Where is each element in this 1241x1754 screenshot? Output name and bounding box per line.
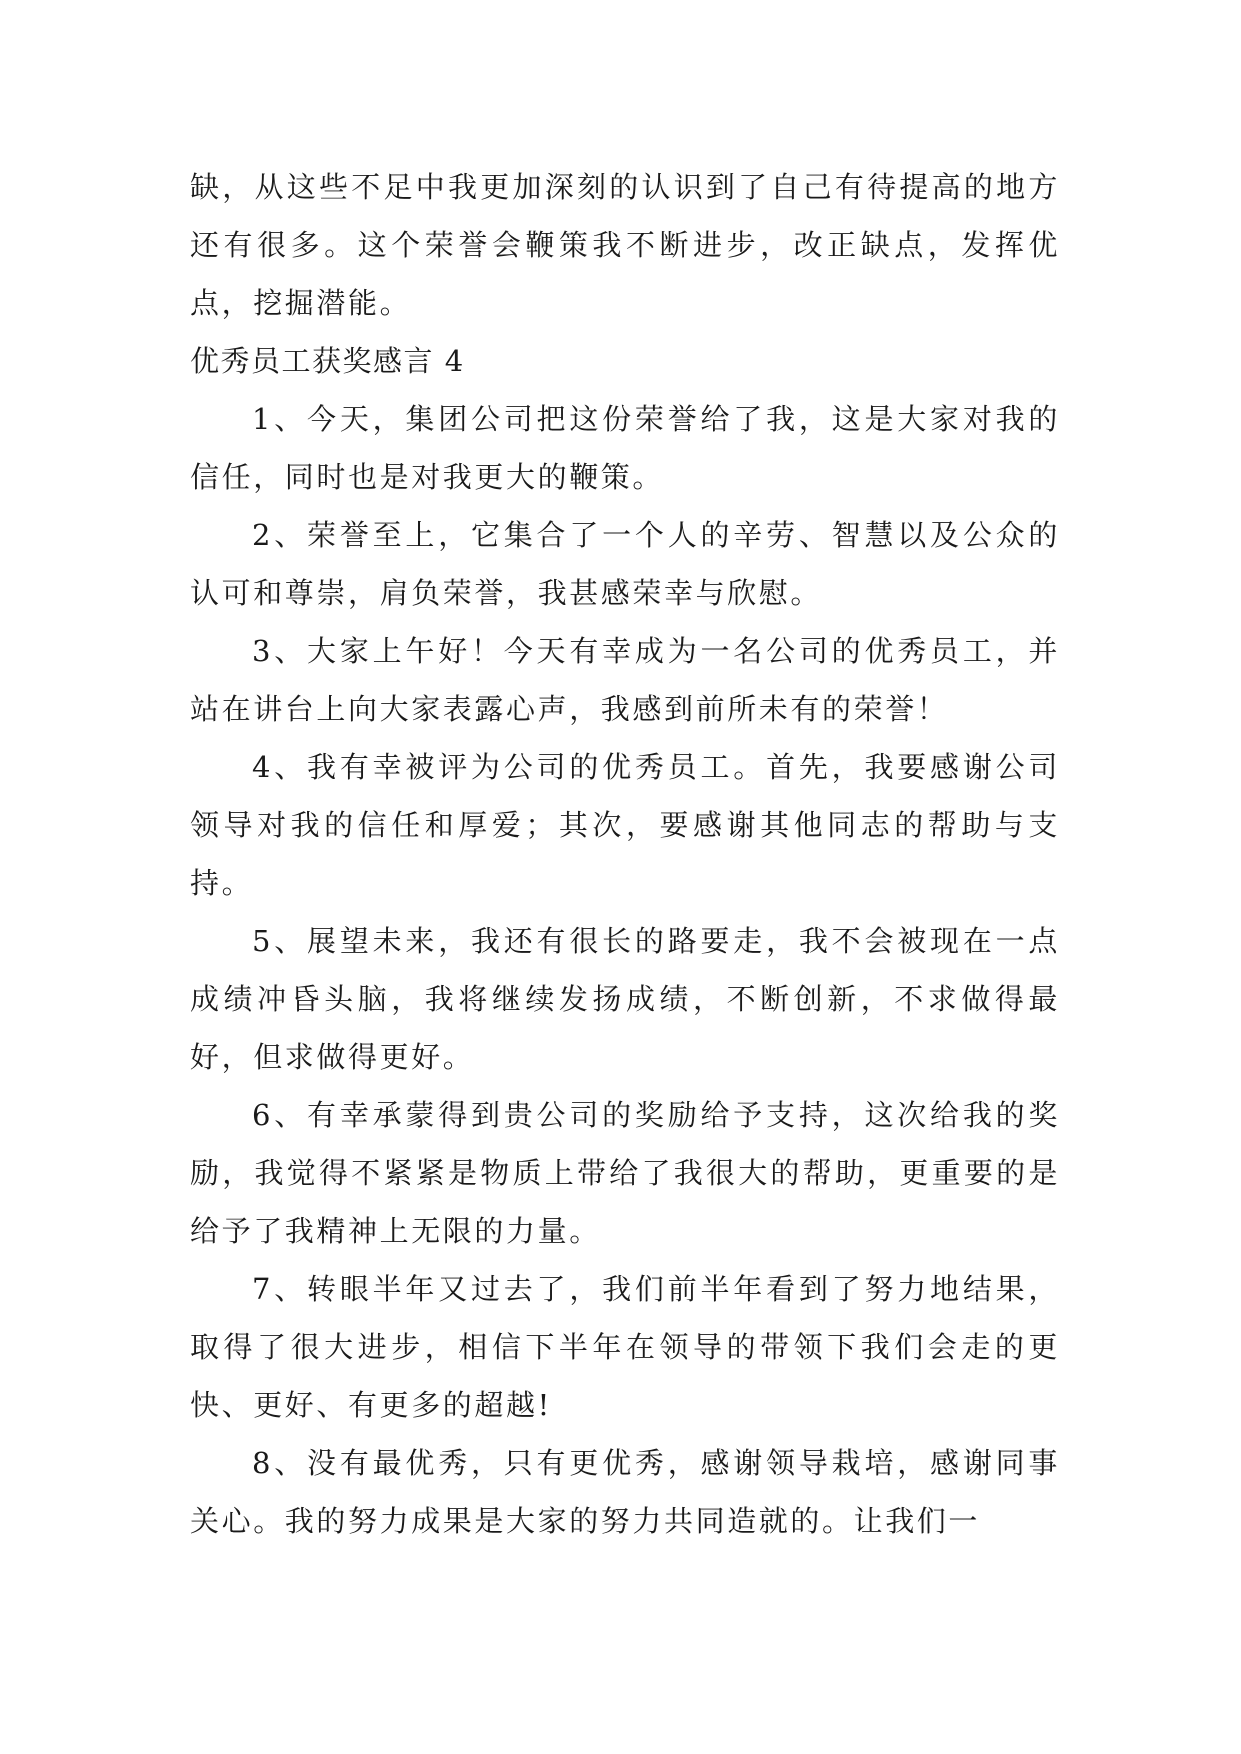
- list-item: 7、转眼半年又过去了，我们前半年看到了努力地结果，取得了很大进步，相信下半年在领导的带领下我们会走的更快、更好、有更多的超越!: [190, 1272, 1060, 1422]
- list-item: 3、大家上午好！今天有幸成为一名公司的优秀员工，并站在讲台上向大家表露心声，我感到前所未有的荣誉！: [190, 634, 1060, 726]
- list-item: 1、今天，集团公司把这份荣誉给了我，这是大家对我的信任，同时也是对我更大的鞭策。: [190, 402, 1060, 494]
- list-item: 5、展望未来，我还有很长的路要走，我不会被现在一点成绩冲昏头脑，我将继续发扬成绩，不断创新，不求做得最好，但求做得更好。: [190, 924, 1060, 1074]
- list-item: 6、有幸承蒙得到贵公司的奖励给予支持，这次给我的奖励，我觉得不紧紧是物质上带给了我很大的帮助，更重要的是给予了我精神上无限的力量。: [190, 1098, 1060, 1248]
- document-body: [190, 158, 1060, 1550]
- section-title: 优秀员工获奖感言 4: [190, 344, 465, 378]
- list-item: 2、荣誉至上，它集合了一个人的辛劳、智慧以及公众的认可和尊崇，肩负荣誉，我甚感荣幸与欣慰。: [190, 518, 1060, 610]
- intro-paragraph: 缺，从这些不足中我更加深刻的认识到了自己有待提高的地方还有很多。这个荣誉会鞭策我不断进步，改正缺点，发挥优点，挖掘潜能。: [190, 170, 1060, 320]
- list-item: 4、我有幸被评为公司的优秀员工。首先，我要感谢公司领导对我的信任和厚爱；其次，要感谢其他同志的帮助与支持。: [190, 750, 1060, 900]
- list-item: 8、没有最优秀，只有更优秀，感谢领导栽培，感谢同事关心。我的努力成果是大家的努力共同造就的。让我们一: [190, 1446, 1060, 1538]
